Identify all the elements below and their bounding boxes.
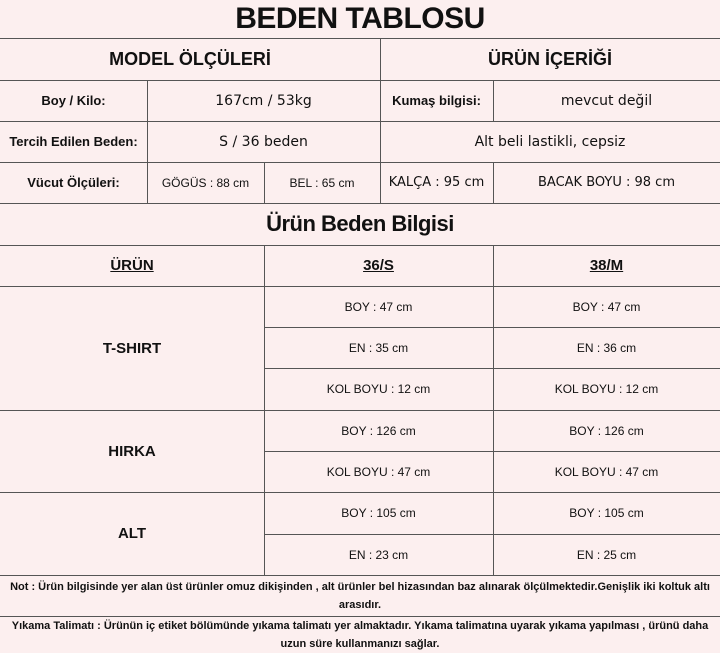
hirka-kol-s: KOL BOYU : 47 cm	[326, 464, 431, 479]
hip-value: KALÇA : 95 cm	[388, 175, 485, 190]
fabric-value: mevcut değil	[560, 92, 653, 109]
hirka-boy-s: BOY : 126 cm	[341, 423, 416, 438]
waist-value: BEL : 65 cm	[289, 175, 355, 190]
header-size-s: 36/S	[363, 257, 394, 274]
alt-en-s: EN : 23 cm	[348, 547, 409, 562]
alt-en-m: EN : 25 cm	[576, 547, 637, 562]
measurement-note: Not : Ürün bilgisinde yer alan üst ürünler omuz dikişinden , alt ürünler bel hizasından baz alınarak ölçülmektedir.Genişlik iki koltuk altı arasıdır.	[10, 580, 710, 611]
chest-value: GÖGÜS : 88 cm	[161, 175, 250, 190]
hirka-kol-m: KOL BOYU : 47 cm	[554, 464, 659, 479]
body-measure-label: Vücut Ölçüleri:	[27, 175, 120, 190]
product-alt: ALT	[117, 525, 147, 542]
height-weight-value: 167cm / 53kg	[215, 92, 312, 109]
product-hirka: HIRKA	[108, 442, 156, 460]
product-tshirt: T-SHIRT	[102, 339, 162, 357]
tshirt-kol-m: KOL BOYU : 12 cm	[554, 382, 659, 396]
product-section-title: ÜRÜN İÇERİĞİ	[487, 48, 612, 69]
fabric-label: Kumaş bilgisi:	[392, 93, 481, 108]
tshirt-boy-m: BOY : 47 cm	[572, 299, 641, 314]
page-title: BEDEN TABLOSU	[235, 2, 485, 35]
hirka-boy-m: BOY : 126 cm	[569, 423, 644, 438]
alt-boy-m: BOY : 105 cm	[569, 506, 644, 520]
wash-instructions: Yıkama Talimatı : Ürünün iç etiket bölümünde yıkama talimatı yer almaktadır. Yıkama talimatına uyarak yıkama yapılması , ürünü daha uzun süre kullanmanızı sağlar.	[11, 619, 709, 650]
tshirt-boy-s: BOY : 47 cm	[344, 299, 413, 314]
product-detail: Alt beli lastikli, cepsiz	[474, 133, 626, 150]
preferred-size-label: Tercih Edilen Beden:	[9, 134, 138, 149]
tshirt-kol-s: KOL BOYU : 12 cm	[326, 382, 431, 396]
tshirt-en-m: EN : 36 cm	[576, 340, 637, 355]
preferred-size-value: S / 36 beden	[219, 133, 308, 150]
tshirt-en-s: EN : 35 cm	[348, 340, 409, 355]
header-size-m: 38/M	[589, 257, 624, 274]
header-product: ÜRÜN	[110, 257, 154, 274]
alt-boy-s: BOY : 105 cm	[341, 506, 416, 520]
height-weight-label: Boy / Kilo:	[41, 93, 106, 108]
leg-value: BACAK BOYU : 98 cm	[537, 175, 675, 190]
model-section-title: MODEL ÖLÇÜLERİ	[109, 48, 271, 69]
size-section-title: Ürün Beden Bilgisi	[266, 211, 454, 236]
